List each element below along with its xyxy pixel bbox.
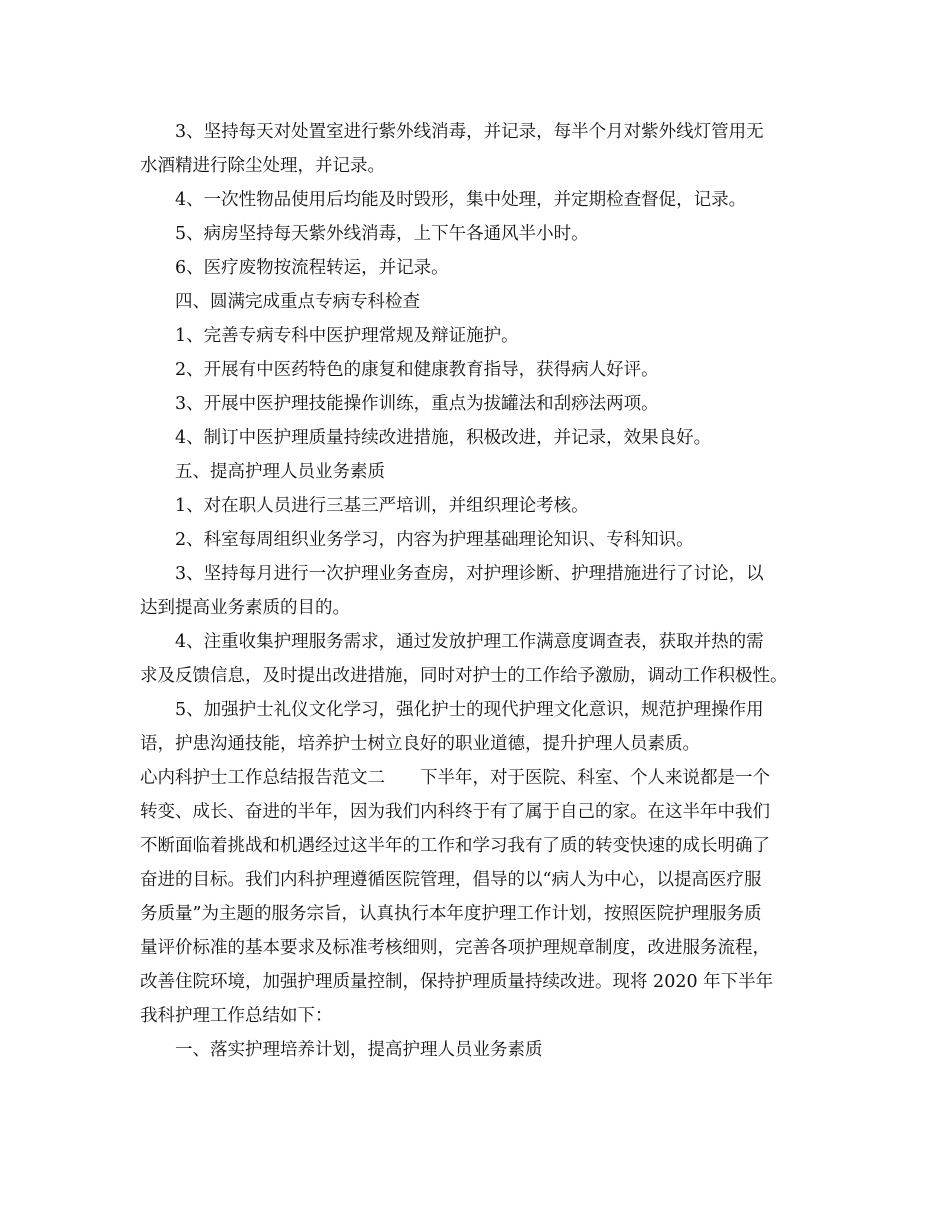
paragraph-line: 务质量”为主题的服务宗旨，认真执行本年度护理工作计划，按照医院护理服务质 [140, 904, 762, 924]
paragraph-line: 1、完善专病专科中医护理常规及辩证施护。 [175, 326, 519, 346]
section-heading: 四、圆满完成重点专病专科检查 [175, 292, 420, 312]
paragraph-line: 水酒精进行除尘处理，并记录。 [140, 156, 385, 176]
paragraph-line: 量评价标准的基本要求及标准考核细则，完善各项护理规章制度，改进服务流程， [140, 938, 770, 958]
paragraph-line: 奋进的目标。我们内科护理遵循医院管理，倡导的以“病人为中心，以提高医疗服 [140, 870, 762, 890]
paragraph-line: 不断面临着挑战和机遇经过这半年的工作和学习我有了质的转变快速的成长明确了 [140, 836, 770, 856]
paragraph-line: 5、病房坚持每天紫外线消毒，上下午各通风半小时。 [175, 224, 589, 244]
section-heading: 一、落实护理培养计划，提高护理人员业务素质 [175, 1040, 543, 1060]
paragraph-line: 2、开展有中医药特色的康复和健康教育指导，获得病人好评。 [175, 360, 659, 380]
paragraph-line: 5、加强护士礼仪文化学习，强化护士的现代护理文化意识，规范护理操作用 [175, 700, 764, 720]
paragraph-line: 语，护患沟通技能，培养护士树立良好的职业道德，提升护理人员素质。 [140, 734, 700, 754]
paragraph-line: 3、开展中医护理技能操作训练，重点为拔罐法和刮痧法两项。 [175, 394, 659, 414]
paragraph-line: 求及反馈信息，及时提出改进措施，同时对护士的工作给予激励，调动工作积极性。 [140, 666, 788, 686]
paragraph-line: 6、医疗废物按流程转运，并记录。 [175, 258, 449, 278]
paragraph-line: 3、坚持每天对处置室进行紫外线消毒，并记录，每半个月对紫外线灯管用无 [175, 122, 764, 142]
paragraph-line: 2、科室每周组织业务学习，内容为护理基础理论知识、专科知识。 [175, 530, 694, 550]
paragraph-line: 3、坚持每月进行一次护理业务查房，对护理诊断、护理措施进行了讨论，以 [175, 564, 764, 584]
paragraph-line: 心内科护士工作总结报告范文二 下半年，对于医院、科室、个人来说都是一个 [140, 768, 770, 788]
paragraph-line: 4、注重收集护理服务需求，通过发放护理工作满意度调查表，获取并热的需 [175, 632, 764, 652]
section-heading: 五、提高护理人员业务素质 [175, 462, 385, 482]
paragraph-line: 1、对在职人员进行三基三严培训，并组织理论考核。 [175, 496, 589, 516]
paragraph-line: 4、制订中医护理质量持续改进措施，积极改进，并记录，效果良好。 [175, 428, 712, 448]
paragraph-line: 改善住院环境，加强护理质量控制，保持护理质量持续改进。现将 2020 年下半年 [140, 972, 774, 992]
paragraph-line: 4、一次性物品使用后均能及时毁形，集中处理，并定期检查督促，记录。 [175, 190, 747, 210]
paragraph-line: 我科护理工作总结如下： [140, 1006, 333, 1026]
paragraph-line: 转变、成长、奋进的半年，因为我们内科终于有了属于自己的家。在这半年中我们 [140, 802, 770, 822]
paragraph-line: 达到提高业务素质的目的。 [140, 598, 350, 618]
